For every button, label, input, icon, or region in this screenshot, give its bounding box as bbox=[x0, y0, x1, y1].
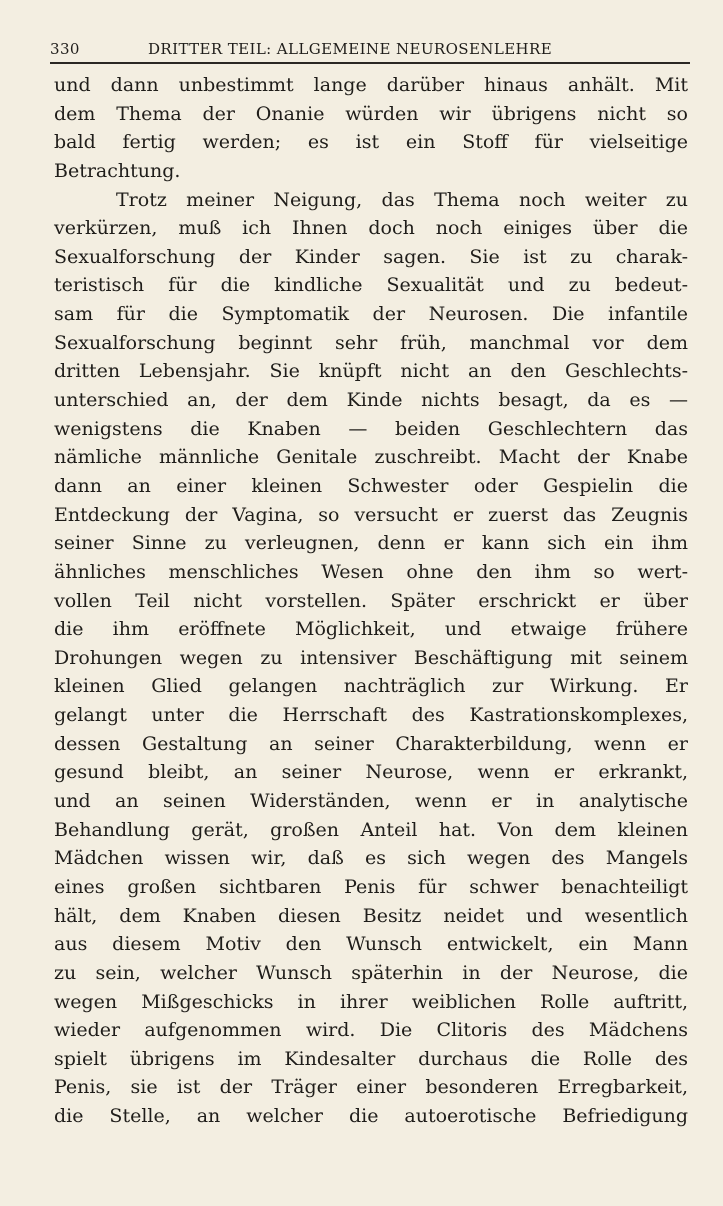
text-line: bald fertig werden; es ist ein Stoff für vielseitige bbox=[54, 131, 688, 154]
text-line: Behandlung gerät, großen Anteil hat. Von dem kleinen bbox=[54, 818, 688, 841]
text-line: zu sein, welcher Wunsch späterhin in der Neurose, die bbox=[54, 961, 688, 984]
text-line: dem Thema der Onanie würden wir übrigens nicht so bbox=[54, 102, 688, 125]
text-line: die ihm eröffnete Möglichkeit, und etwaige frühere bbox=[54, 618, 688, 641]
text-line: vollen Teil nicht vorstellen. Später erschrickt er über bbox=[54, 589, 688, 612]
page-header bbox=[50, 38, 690, 64]
text-line: Sexualforschung beginnt sehr früh, manchmal vor dem bbox=[54, 331, 688, 354]
text-line: unterschied an, der dem Kinde nichts besagt, da es — bbox=[54, 389, 688, 412]
running-head: DRITTER TEIL: ALLGEMEINE NEUROSENLEHRE bbox=[148, 40, 553, 58]
text-line: teristisch für die kindliche Sexualität und zu bedeut- bbox=[54, 274, 688, 297]
text-line: die Stelle, an welcher die autoerotische Befriedigung bbox=[54, 1105, 688, 1128]
text-line: spielt übrigens im Kindesalter durchaus die Rolle des bbox=[54, 1047, 688, 1070]
text-line: sam für die Symptomatik der Neurosen. Die infantile bbox=[54, 303, 688, 326]
text-line: dann an einer kleinen Schwester oder Gespielin die bbox=[54, 474, 688, 497]
text-line: Penis, sie ist der Träger einer besonderen Erregbarkeit, bbox=[54, 1076, 688, 1099]
body-text bbox=[54, 71, 688, 1131]
text-line: gelangt unter die Herrschaft des Kastrationskomplexes, bbox=[54, 704, 688, 727]
text-line: Betrachtung. bbox=[54, 159, 181, 182]
text-line: Drohungen wegen zu intensiver Beschäftigung mit seinem bbox=[54, 646, 688, 669]
text-line: hält, dem Knaben diesen Besitz neidet und wesentlich bbox=[54, 904, 688, 927]
text-line: und dann unbestimmt lange darüber hinaus anhält. Mit bbox=[54, 74, 688, 96]
text-line: dessen Gestaltung an seiner Charakterbildung, wenn er bbox=[54, 732, 688, 755]
text-line: Entdeckung der Vagina, so versucht er zuerst das Zeugnis bbox=[54, 503, 688, 526]
text-line: gesund bleibt, an seiner Neurose, wenn er erkrankt, bbox=[54, 761, 688, 784]
text-line: eines großen sichtbaren Penis für schwer benachteiligt bbox=[54, 875, 688, 898]
text-line: kleinen Glied gelangen nachträglich zur Wirkung. Er bbox=[54, 675, 688, 698]
text-line: aus diesem Motiv den Wunsch entwickelt, ein Mann bbox=[54, 933, 688, 956]
text-line: verkürzen, muß ich Ihnen doch noch einiges über die bbox=[54, 217, 688, 240]
text-line: Mädchen wissen wir, daß es sich wegen des Mangels bbox=[54, 847, 688, 870]
text-line: dritten Lebensjahr. Sie knüpft nicht an den Geschlechts- bbox=[54, 360, 688, 383]
text-line: wenigstens die Knaben — beiden Geschlechtern das bbox=[54, 417, 688, 440]
text-line: und an seinen Widerständen, wenn er in analytische bbox=[54, 790, 688, 813]
text-line: wegen Mißgeschicks in ihrer weiblichen Rolle auftritt, bbox=[54, 990, 688, 1013]
text-line: wieder aufgenommen wird. Die Clitoris des Mädchens bbox=[54, 1019, 688, 1042]
text-line: Sexualforschung der Kinder sagen. Sie ist zu charak- bbox=[54, 245, 688, 268]
text-line: ähnliches menschliches Wesen ohne den ihm so wert- bbox=[54, 560, 688, 583]
text-line: Trotz meiner Neigung, das Thema noch weiter zu bbox=[116, 188, 688, 211]
page-number: 330 bbox=[50, 40, 80, 58]
text-line: nämliche männliche Genitale zuschreibt. Macht der Knabe bbox=[54, 446, 688, 469]
text-line: seiner Sinne zu verleugnen, denn er kann sich ein ihm bbox=[54, 532, 688, 555]
